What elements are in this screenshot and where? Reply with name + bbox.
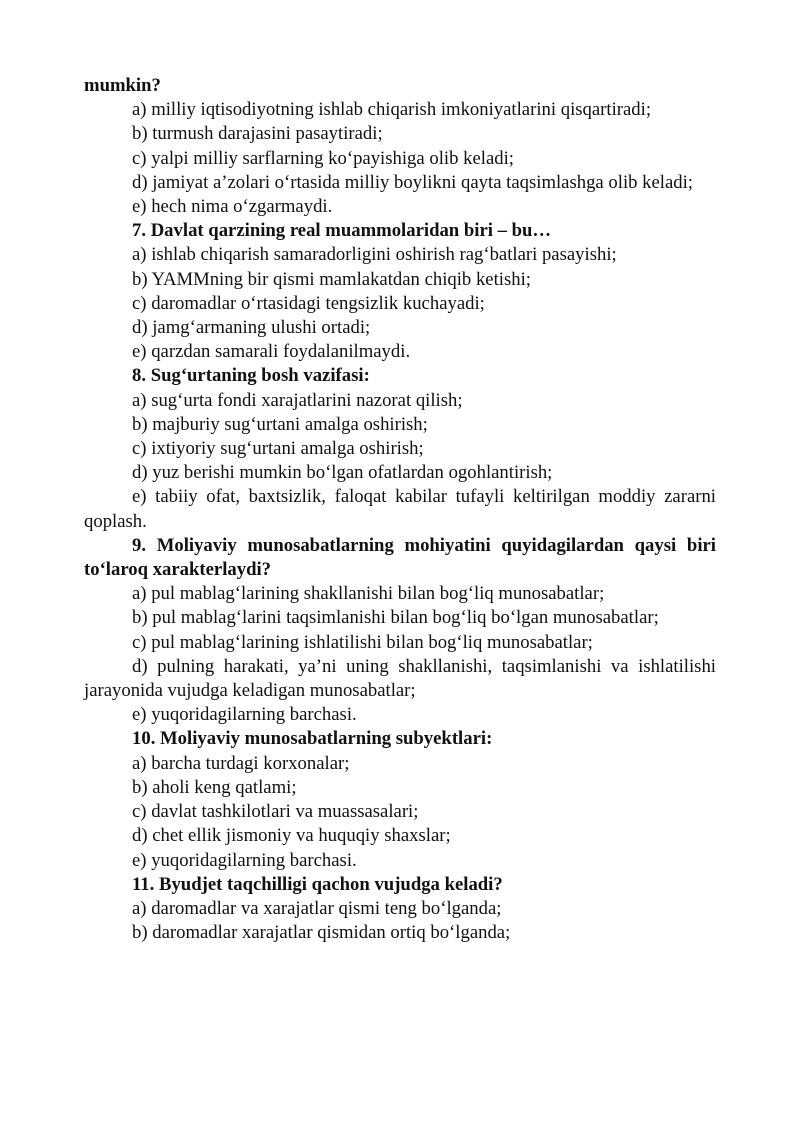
q11-option-b: b) daromadlar xarajatlar qismidan ortiq bo‘lganda; (132, 922, 511, 944)
q6-option-a: a) milliy iqtisodiyotning ishlab chiqarish imkoniyatlarini qisqartiradi; (132, 99, 652, 121)
document-page (84, 74, 716, 945)
q10-option-d: d) chet ellik jismoniy va huquqiy shaxslar; (132, 825, 451, 847)
q7-option-e: e) qarzdan samarali foydalanilmaydi. (132, 341, 411, 363)
question-9: 9. Moliyaviy munosabatlarning mohiyatini quyidagilardan qaysi biri to‘laroq xarakterlaydi? (84, 534, 716, 581)
q8-option-c: c) ixtiyoriy sug‘urtani amalga oshirish; (132, 438, 424, 460)
q7-option-d: d) jamg‘armaning ulushi ortadi; (132, 317, 371, 339)
q9-option-c: c) pul mablag‘larining ishlatilishi bilan bog‘liq munosabatlar; (132, 631, 593, 653)
q6-option-e: e) hech nima o‘zgarmaydi. (132, 196, 333, 218)
q8-option-d: d) yuz berishi mumkin bo‘lgan ofatlardan ogohlantirish; (132, 462, 553, 484)
q8-option-a: a) sug‘urta fondi xarajatlarini nazorat qilish; (132, 389, 463, 411)
question-8: 8. Sug‘urtaning bosh vazifasi: (132, 365, 370, 387)
question-10: 10. Moliyaviy munosabatlarning subyektlari: (132, 728, 493, 750)
q7-option-b: b) YAMMning bir qismi mamlakatdan chiqib ketishi; (132, 268, 531, 290)
q10-option-a: a) barcha turdagi korxonalar; (132, 752, 350, 774)
question-6-tail: mumkin? (84, 75, 161, 96)
q9-option-e: e) yuqoridagilarning barchasi. (132, 704, 357, 726)
question-7: 7. Davlat qarzining real muammolaridan biri – bu… (132, 220, 552, 242)
q11-option-a: a) daromadlar va xarajatlar qismi teng bo‘lganda; (132, 897, 502, 919)
q7-option-a: a) ishlab chiqarish samaradorligini oshirish rag‘batlari pasayishi; (132, 244, 617, 266)
q8-option-b: b) majburiy sug‘urtani amalga oshirish; (132, 413, 428, 435)
q9-option-d: d) pulning harakati, ya’ni uning shakllanishi, taqsimlanishi va ishlatilishi jarayonida vujudga keladigan munosabatlar; (84, 655, 716, 702)
q6-option-d: d) jamiyat a’zolari o‘rtasida milliy boylikni qayta taqsimlashga olib keladi; (132, 171, 693, 193)
q7-option-c: c) daromadlar o‘rtasidagi tengsizlik kuchayadi; (132, 292, 485, 314)
q10-option-b: b) aholi keng qatlami; (132, 776, 297, 798)
q10-option-c: c) davlat tashkilotlari va muassasalari; (132, 801, 419, 823)
q8-option-e: e) tabiiy ofat, baxtsizlik, faloqat kabilar tufayli keltirilgan moddiy zararni qoplash. (84, 486, 716, 532)
question-11: 11. Byudjet taqchilligi qachon vujudga keladi? (132, 873, 503, 895)
q10-option-e: e) yuqoridagilarning barchasi. (132, 849, 357, 871)
q9-option-a: a) pul mablag‘larining shakllanishi bilan bog‘liq munosabatlar; (132, 583, 605, 605)
q9-option-b: b) pul mablag‘larini taqsimlanishi bilan bog‘liq bo‘lgan munosabatlar; (132, 607, 659, 629)
q6-option-b: b) turmush darajasini pasaytiradi; (132, 123, 383, 145)
q6-option-c: c) yalpi milliy sarflarning ko‘payishiga olib keladi; (132, 147, 514, 169)
